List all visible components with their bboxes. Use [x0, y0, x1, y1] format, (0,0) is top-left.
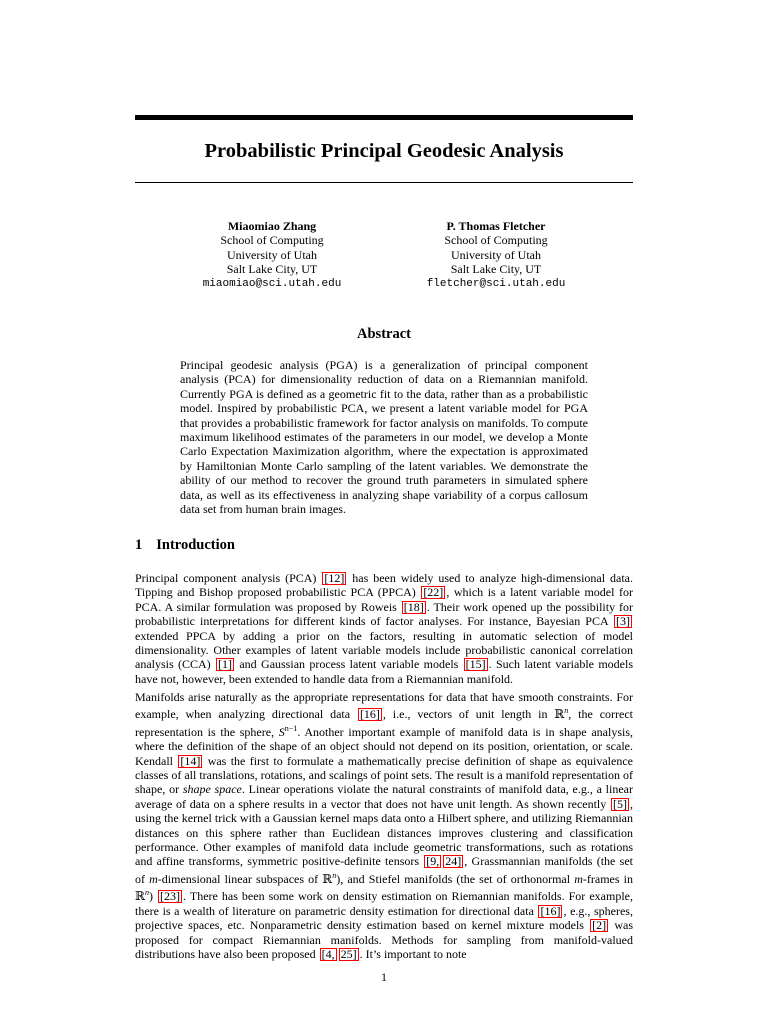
intro-paragraph-2 — [135, 690, 633, 961]
math-symbol: m — [574, 871, 583, 886]
author-name: P. Thomas Fletcher — [446, 219, 546, 233]
text-run: was the first to formulate a mathematically precise definition of shape as equivalence classes of all translations, rotations, and scalings of point sets. The result is a manifold representation of shape, or — [135, 753, 633, 797]
title-top-rule — [135, 115, 633, 120]
text-run: was proposed for compact Riemannian manifolds. Methods for sampling from manifold-valued distributions have also been proposed — [135, 918, 633, 961]
text-run: , i.e., vectors of unit length in ℝ — [382, 707, 565, 722]
abstract-text: Principal geodesic analysis (PGA) is a generalization of principal component analysis (PCA) for dimensionality reduction of data on a Riemannian manifold. Currently PGA is defined as a geometric fit to the data, rather than as a probabilistic model. Inspired by probabilistic PCA, we present a latent variable model for PGA that provides a probabilistic framework for factor analysis on manifolds. To compute maximum likelihood estimates of the parameters in our model, we develop a Monte Carlo Expectation Maximization algorithm, where the expectation is approximated by Hamiltonian Monte Carlo sampling of the latent variables. We demonstrate the ability of our method to recover the ground truth parameters in simulated sphere data, as well as its effectiveness in analyzing shape variability of a corpus callosum data set from human brain images. — [180, 358, 588, 517]
author-univ: University of Utah — [451, 247, 541, 262]
author-block-2 — [376, 219, 616, 291]
author-name: Miaomiao Zhang — [227, 219, 317, 233]
citation-link[interactable]: [18] — [403, 599, 424, 614]
superscript: n−1 — [284, 723, 298, 733]
text-run: , which is a latent variable model for PCA. A similar formulation was proposed by Roweis — [135, 585, 633, 614]
citation-link[interactable]: [9, — [426, 854, 440, 869]
text-run: and Gaussian process latent variable models — [235, 657, 463, 672]
intro-paragraph-1 — [135, 571, 633, 686]
citation-link[interactable]: [4, — [321, 946, 335, 961]
text-run: . Their work opened up the possibility for probabilistic interpretations for different kinds of factor analyses. For instance, Bayesian PCA — [135, 599, 633, 629]
section-title: Introduction — [156, 537, 235, 553]
text-run: extended PPCA by adding a prior on the factors, resulting in automatic selection of model dimensionality. Other examples of latent variable models include probabilistic canonical correlation analysis (CCA) — [135, 628, 633, 672]
text-run: ), and Stiefel manifolds (the set of orthonormal — [336, 871, 575, 886]
citation-link[interactable]: [2] — [592, 918, 607, 933]
superscript: n — [144, 888, 149, 898]
text-run: -dimensional linear subspaces of ℝ — [157, 871, 333, 886]
text-run: . There has been some work on density estimation on Riemannian manifolds. For example, there is a wealth of literature on parametric density estimation for directional data — [135, 889, 633, 918]
text-run: Manifolds arise naturally as the appropriate representations for data that have smooth constraints. For example, when analyzing directional data — [135, 690, 633, 722]
paper-title: Probabilistic Principal Geodesic Analysis — [204, 140, 564, 162]
math-symbol: m — [149, 871, 158, 886]
emphasis-text: shape space — [182, 782, 242, 797]
citation-link[interactable]: [23] — [160, 889, 181, 904]
text-run: ) — [148, 889, 158, 904]
citation-link[interactable]: [22] — [423, 585, 444, 600]
citation-link[interactable]: [16] — [359, 707, 380, 722]
author-city: Salt Lake City, UT — [450, 262, 542, 277]
citation-link[interactable]: [14] — [180, 753, 201, 768]
author-email[interactable]: fletcher@sci.utah.edu — [426, 277, 566, 290]
superscript: n — [332, 870, 337, 880]
text-run: , using the kernel trick with a Gaussian kernel maps data onto a Hilbert sphere, and utilizing Riemannian distances on this sphere rather than Euclidean distances improves clustering and classification performance. Other examples of manifold data include geometric transformations, such as rotations and affine transforms, symmetric positive-definite tensors — [135, 796, 633, 869]
text-run: , Grassmannian manifolds (the set of — [135, 854, 633, 886]
citation-link[interactable]: [3] — [616, 614, 630, 629]
author-city: Salt Lake City, UT — [226, 262, 318, 277]
section-heading — [135, 537, 235, 554]
text-run: has been widely used to analyze high-dimensional data. Tipping and Bishop proposed probabilistic PCA (PPCA) — [135, 571, 633, 600]
author-dept: School of Computing — [444, 233, 548, 248]
abstract-heading: Abstract — [357, 326, 411, 342]
text-run: Principal component analysis (PCA) — [135, 571, 322, 585]
text-run: . Such latent variable models have not, however, been extended to handle data from a Riemannian manifold. — [135, 657, 633, 686]
citation-link[interactable]: [16] — [540, 903, 561, 918]
text-run: . Another important example of manifold data is in shape analysis, where the definition of the shape of an object should not depend on its position, orientation, or scale. Kendall — [135, 724, 634, 768]
math-symbol: S — [278, 724, 285, 739]
citation-link[interactable]: [1] — [218, 657, 233, 672]
citation-link[interactable]: 24] — [445, 854, 462, 869]
author-block-1 — [152, 219, 392, 291]
citation-link[interactable]: 25] — [340, 946, 357, 961]
text-run: . It’s important to note — [359, 946, 467, 961]
citation-link[interactable]: [5] — [613, 796, 627, 811]
title-bottom-rule — [135, 182, 633, 183]
superscript: n — [564, 706, 569, 716]
author-dept: School of Computing — [220, 233, 324, 248]
citation-link[interactable]: [12] — [324, 571, 345, 585]
text-run: . Linear operations violate the natural constraints of manifold data, e.g., a linear average of data on a sphere results in a vector that does not have unit length. As shown recently — [135, 782, 633, 811]
text-run: , e.g., spheres, projective spaces, etc. Nonparametric density estimation based on kernel mixture models — [135, 903, 633, 933]
section-number: 1 — [135, 537, 143, 553]
text-run: -frames in ℝ — [135, 871, 633, 904]
citation-link[interactable]: [15] — [465, 657, 486, 672]
author-email[interactable]: miaomiao@sci.utah.edu — [202, 277, 342, 290]
page-number: 1 — [381, 970, 387, 984]
text-run: , the correct representation is the sphere, — [135, 707, 633, 739]
author-univ: University of Utah — [227, 247, 317, 262]
